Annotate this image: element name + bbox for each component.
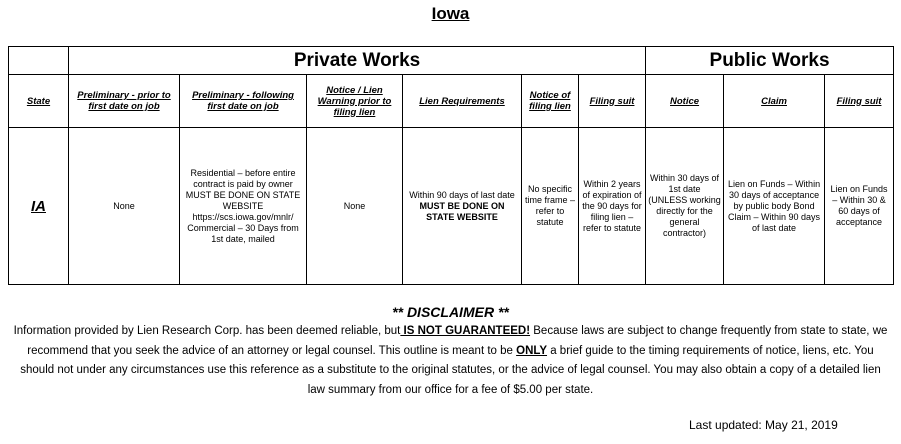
disclaimer-part-3: a brief guide to the timing requirements of notice, liens, etc. You should not under any circumstances use this reference as a substitute to the original statutes, or the advice of legal counsel. You may also obtain a copy of a detailed lien law summary from our office for a fee of $5.00 per state. — [20, 344, 881, 396]
cell-filing-suit: Within 2 years of expiration of the 90 days for filing lien – refer to statute — [579, 128, 646, 285]
disclaimer-text — [12, 322, 889, 400]
cell-lien-requirements — [403, 128, 522, 285]
cell-state: IA — [9, 128, 69, 285]
header-prelim-prior: Preliminary - prior to first date on job — [69, 75, 180, 128]
cell-prelim-prior: None — [69, 128, 180, 285]
header-public-filing-suit: Filing suit — [825, 75, 894, 128]
last-updated: Last updated: May 21, 2019 — [689, 418, 838, 432]
cell-notice-lien-warning: None — [307, 128, 403, 285]
header-claim: Claim — [724, 75, 825, 128]
private-works-header: Private Works — [69, 47, 646, 75]
lien-requirements-table — [8, 46, 894, 285]
lien-requirements-text: Within 90 days of last date — [409, 189, 515, 200]
header-filing-suit: Filing suit — [579, 75, 646, 128]
header-notice-filing-lien: Notice of filing lien — [522, 75, 579, 128]
header-state: State — [9, 75, 69, 128]
public-works-header: Public Works — [646, 47, 894, 75]
disclaimer-title: ** DISCLAIMER ** — [392, 304, 509, 320]
cell-public-filing-suit: Lien on Funds – Within 30 & 60 days of acceptance — [825, 128, 894, 285]
header-lien-requirements: Lien Requirements — [403, 75, 522, 128]
table-row — [9, 128, 894, 285]
lien-requirements-note: MUST BE DONE ON STATE WEBSITE — [419, 200, 505, 222]
cell-claim: Lien on Funds – Within 30 days of acceptance by public body Bond Claim – Within 90 days of last date — [724, 128, 825, 285]
disclaimer-emphasis-only: ONLY — [516, 344, 548, 357]
group-header-empty — [9, 47, 69, 75]
header-notice-lien-warning: Notice / Lien Warning prior to filing lien — [307, 75, 403, 128]
cell-prelim-following: Residential – before entire contract is paid by owner MUST BE DONE ON STATE WEBSITE https://scs.iowa.gov/mnlr/ Commercial – 30 Days from 1st date, mailed — [180, 128, 307, 285]
disclaimer-part-1: Information provided by Lien Research Corp. has been deemed reliable, but — [13, 325, 401, 337]
header-public-notice: Notice — [646, 75, 724, 128]
header-prelim-following: Preliminary - following first date on job — [180, 75, 307, 128]
cell-public-notice: Within 30 days of 1st date (UNLESS working directly for the general contractor) — [646, 128, 724, 285]
page-title: Iowa — [431, 4, 470, 23]
group-header-row — [9, 47, 894, 75]
disclaimer-part-2: Because laws are subject to change frequently from state to state, we recommend that you seek the advice of an attorney or legal counsel. This outline is meant to be — [27, 325, 888, 357]
disclaimer-emphasis-not-guaranteed: IS NOT GUARANTEED! — [400, 325, 531, 337]
cell-notice-filing-lien: No specific time frame – refer to statute — [522, 128, 579, 285]
column-header-row — [9, 75, 894, 128]
